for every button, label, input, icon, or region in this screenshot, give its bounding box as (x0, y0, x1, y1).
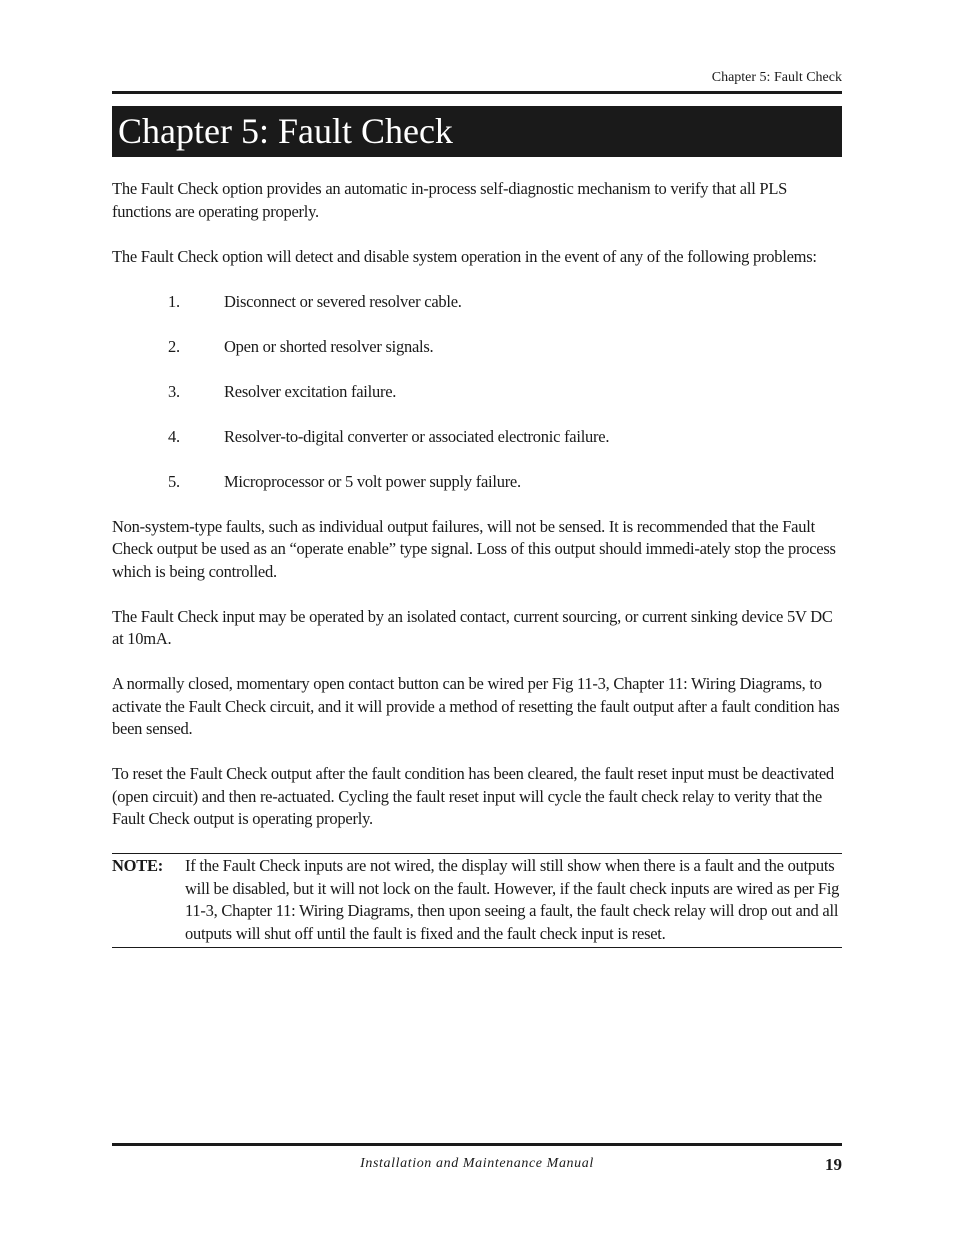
page-number: 19 (825, 1155, 842, 1174)
list-item (112, 336, 842, 359)
chapter-title: Chapter 5: Fault Check (112, 106, 842, 157)
list-item-number: 3. (168, 381, 180, 401)
list-item-number: 2. (168, 336, 180, 356)
non-system-paragraph: Non-system-type faults, such as individual output failures, will not be sensed. It is recommended that the Fault Check output be used as an “operate enable” type signal. Loss of this output should immedi-ately stop the process which is being controlled. (112, 516, 836, 581)
list-item (112, 426, 842, 449)
list-item-text: Open or shorted resolver signals. (224, 336, 434, 356)
note-box (112, 853, 842, 948)
header-rule (112, 91, 842, 94)
page-body (112, 178, 842, 948)
list-item-text: Microprocessor or 5 volt power supply failure. (224, 471, 521, 491)
list-item (112, 471, 842, 494)
list-item-number: 4. (168, 426, 180, 446)
list-item-text: Resolver excitation failure. (224, 381, 397, 401)
input-paragraph: The Fault Check input may be operated by an isolated contact, current sourcing, or current sinking device 5V DC at 10mA. (112, 606, 833, 648)
footer-manual-title: Installation and Maintenance Manual (360, 1156, 594, 1171)
reset-paragraph: To reset the Fault Check output after the fault condition has been cleared, the fault reset input must be deactivated (open circuit) and then re-actuated. Cycling the fault reset input will cycle the fault check relay to verity that the Fault Check output is operating properly. (112, 764, 834, 828)
running-header: Chapter 5: Fault Check (711, 70, 842, 85)
footer-rule (112, 1143, 842, 1146)
list-item-number: 1. (168, 291, 180, 311)
list-item-number: 5. (168, 471, 180, 491)
list-item (112, 381, 842, 404)
list-item (112, 291, 842, 314)
note-label: NOTE: (112, 856, 164, 875)
list-item-text: Disconnect or severed resolver cable. (224, 291, 462, 311)
button-paragraph: A normally closed, momentary open contact button can be wired per Fig 11-3, Chapter 11: Wiring Diagrams, to activate the Fault Check circuit, and it will provide a method of resetting the fault output after a fault condition has been sensed. (112, 674, 840, 738)
list-item-text: Resolver-to-digital converter or associated electronic failure. (224, 426, 610, 446)
detect-paragraph: The Fault Check option will detect and disable system operation in the event of any of the following problems: (112, 246, 817, 266)
intro-paragraph: The Fault Check option provides an automatic in-process self-diagnostic mechanism to verify that all PLS functions are operating properly. (112, 179, 788, 221)
problem-list (112, 291, 842, 494)
note-text: If the Fault Check inputs are not wired, the display will still show when there is a fault and the outputs will be disabled, but it will not lock on the fault. However, if the fault check inputs are wired as per Fig 11-3, Chapter 11: Wiring Diagrams, then upon seeing a fault, the fault check relay will drop out and all outputs will shut off until the fault is fixed and the fault check input is reset. (185, 856, 840, 943)
